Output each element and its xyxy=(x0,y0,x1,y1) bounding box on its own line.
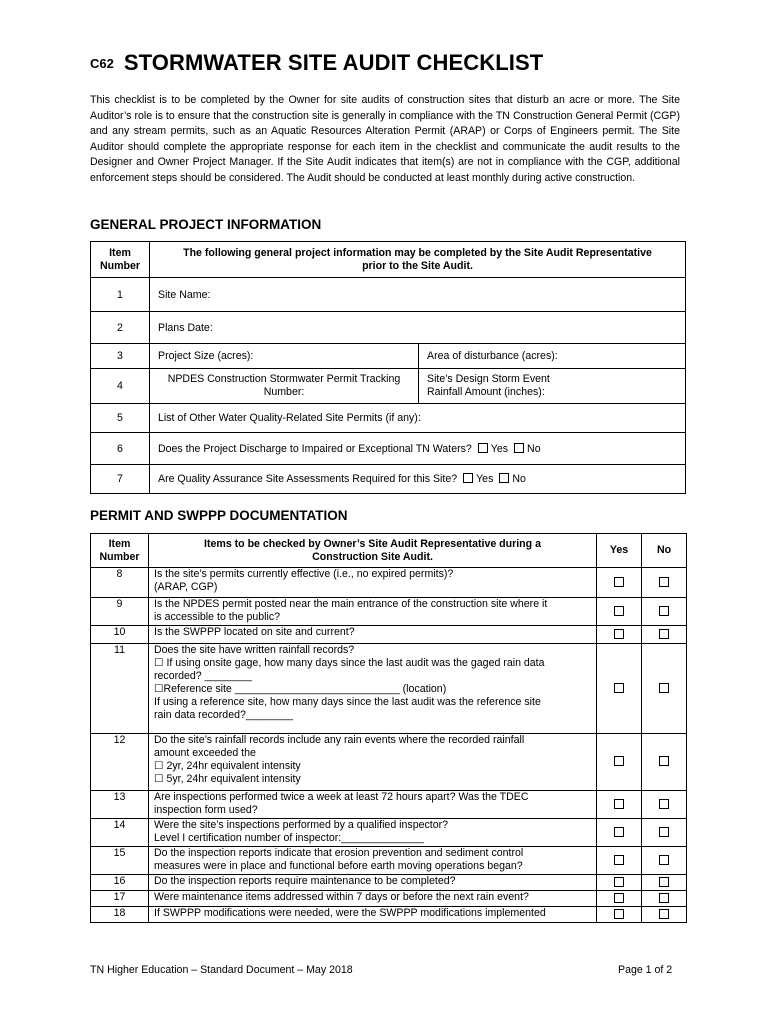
no-checkbox[interactable] xyxy=(659,683,669,693)
yes-cell xyxy=(597,626,642,644)
table-row xyxy=(91,875,687,891)
question-line: ☐Reference site ____________________________ (location) xyxy=(154,683,447,695)
question-line: measures were in place and functional before earth moving operations began? xyxy=(154,860,523,872)
question-line: is accessible to the public? xyxy=(154,611,281,623)
col-no-header: No xyxy=(642,534,687,568)
table-row xyxy=(91,819,687,847)
yes-cell xyxy=(597,734,642,791)
no-checkbox[interactable] xyxy=(659,606,669,616)
table-row xyxy=(91,278,686,312)
table-row xyxy=(91,847,687,875)
intro-paragraph: This checklist is to be completed by the Owner for site audits of construction sites that disturb an acre or more. The Site Auditor’s role is to ensure that the construction site is generally in compliance with the TN Construction General Permit (CGP) and any stream permits, such as an Aquatic Resources Alteration Permit (ARAP) or Corps of Engineers permit. The Site Auditor should complete the appropriate response for each item in the checklist and communicate the audit results to the Designer and Owner Project Manager. If the Site Audit indicates that item(s) are not in compliance with the CGP, additional enforcement steps should be considered. The Audit should be conducted at least monthly during active construction. xyxy=(90,94,680,184)
question-line: Is the NPDES permit posted near the main entrance of the construction site where it xyxy=(154,598,548,610)
no-checkbox[interactable] xyxy=(659,577,669,587)
yes-cell xyxy=(597,644,642,734)
yes-cell xyxy=(597,907,642,923)
yes-checkbox[interactable] xyxy=(614,629,624,639)
question-line: ☐ 5yr, 24hr equivalent intensity xyxy=(154,773,301,785)
question-line: Is the site’s permits currently effective (i.e., no expired permits)? xyxy=(154,568,454,580)
document-code: C62 xyxy=(90,56,114,71)
col-description-header: The following general project information may be completed by the Site Audit Representative prior to the Site Audit. xyxy=(150,242,686,278)
item-number: 4 xyxy=(91,369,150,404)
no-cell xyxy=(642,568,687,598)
question-line: Is the SWPPP located on site and current? xyxy=(154,626,355,638)
question-line: Do the inspection reports require maintenance to be completed? xyxy=(154,875,456,887)
plans-date-field[interactable]: Plans Date: xyxy=(150,312,686,344)
document-title xyxy=(90,50,543,76)
yes-cell xyxy=(597,891,642,907)
item-number: 8 xyxy=(91,568,149,598)
question-line: amount exceeded the xyxy=(154,747,256,759)
checklist-question xyxy=(149,568,597,598)
table-row xyxy=(91,312,686,344)
question-line: Do the inspection reports indicate that erosion prevention and sediment control xyxy=(154,847,524,859)
no-cell xyxy=(642,626,687,644)
question-line: Do the site’s rainfall records include any rain events where the recorded rainfall xyxy=(154,734,525,746)
yes-cell xyxy=(597,568,642,598)
yes-checkbox[interactable] xyxy=(614,606,624,616)
item-number: 11 xyxy=(91,644,149,734)
item-number: 13 xyxy=(91,791,149,819)
yes-checkbox[interactable] xyxy=(614,756,624,766)
item-number: 15 xyxy=(91,847,149,875)
col-item-number-header: Item Number xyxy=(91,242,150,278)
table-row xyxy=(91,644,687,734)
question-line: (ARAP, CGP) xyxy=(154,581,218,593)
general-info-table xyxy=(90,241,686,494)
project-size-field[interactable]: Project Size (acres): xyxy=(150,344,419,369)
no-checkbox[interactable] xyxy=(659,893,669,903)
no-checkbox[interactable] xyxy=(659,877,669,887)
checklist-question xyxy=(149,791,597,819)
question-line: If using a reference site, how many days since the last audit was the reference site xyxy=(154,696,541,708)
table-header-row xyxy=(91,534,687,568)
yes-checkbox[interactable] xyxy=(478,443,488,453)
design-storm-rainfall-field[interactable]: Site’s Design Storm Event Rainfall Amount (inches): xyxy=(419,369,686,404)
table-row xyxy=(91,568,687,598)
no-checkbox[interactable] xyxy=(659,799,669,809)
item-number: 12 xyxy=(91,734,149,791)
yes-cell xyxy=(597,791,642,819)
yes-checkbox[interactable] xyxy=(614,683,624,693)
checklist-question xyxy=(149,626,597,644)
checklist-question xyxy=(149,875,597,891)
yes-cell xyxy=(597,819,642,847)
table-row xyxy=(91,344,686,369)
yes-checkbox[interactable] xyxy=(614,877,624,887)
item-number: 1 xyxy=(91,278,150,312)
footer-document-info: TN Higher Education – Standard Document – May 2018 xyxy=(90,964,353,976)
table-row xyxy=(91,626,687,644)
other-permits-field[interactable]: List of Other Water Quality-Related Site Permits (if any): xyxy=(150,404,686,433)
item-number: 6 xyxy=(91,433,150,465)
question-line: rain data recorded?________ xyxy=(154,709,294,721)
item-number: 18 xyxy=(91,907,149,923)
no-checkbox[interactable] xyxy=(499,473,509,483)
table-row xyxy=(91,404,686,433)
no-cell xyxy=(642,875,687,891)
item-number: 10 xyxy=(91,626,149,644)
site-name-field[interactable]: Site Name: xyxy=(150,278,686,312)
table-row xyxy=(91,907,687,923)
no-checkbox[interactable] xyxy=(659,827,669,837)
checklist-question xyxy=(149,891,597,907)
no-cell xyxy=(642,734,687,791)
question-line: Were maintenance items addressed within 7 days or before the next rain event? xyxy=(154,891,529,903)
yes-checkbox[interactable] xyxy=(614,855,624,865)
footer-page-number: Page 1 of 2 xyxy=(618,964,673,976)
question-line: recorded? ________ xyxy=(154,670,252,682)
yes-checkbox[interactable] xyxy=(463,473,473,483)
general-info-heading: GENERAL PROJECT INFORMATION xyxy=(90,217,322,232)
permit-swppp-heading: PERMIT AND SWPPP DOCUMENTATION xyxy=(90,508,348,523)
no-checkbox[interactable] xyxy=(659,909,669,919)
no-checkbox[interactable] xyxy=(659,756,669,766)
yes-checkbox[interactable] xyxy=(614,577,624,587)
question-line: Are inspections performed twice a week at least 72 hours apart? Was the TDEC xyxy=(154,791,529,803)
yes-cell xyxy=(597,847,642,875)
no-cell xyxy=(642,819,687,847)
no-checkbox[interactable] xyxy=(659,855,669,865)
question-line: Does the site have written rainfall records? xyxy=(154,644,355,656)
area-of-disturbance-field[interactable]: Area of disturbance (acres): xyxy=(419,344,686,369)
no-cell xyxy=(642,791,687,819)
item-number: 3 xyxy=(91,344,150,369)
checklist-question xyxy=(149,598,597,626)
col-description-header: Items to be checked by Owner’s Site Audit Representative during a Construction Site Audit. xyxy=(149,534,597,568)
item-number: 5 xyxy=(91,404,150,433)
col-item-number-header: Item Number xyxy=(91,534,149,568)
yes-cell xyxy=(597,875,642,891)
table-row xyxy=(91,791,687,819)
table-header-row xyxy=(91,242,686,278)
checklist-question xyxy=(149,644,597,734)
question-line: ☐ If using onsite gage, how many days since the last audit was the gaged rain data xyxy=(154,657,545,669)
permit-swppp-table xyxy=(90,533,687,923)
no-cell xyxy=(642,907,687,923)
yes-checkbox[interactable] xyxy=(614,893,624,903)
no-cell xyxy=(642,644,687,734)
no-cell xyxy=(642,847,687,875)
table-row xyxy=(91,369,686,404)
item-number: 7 xyxy=(91,465,150,494)
no-checkbox[interactable] xyxy=(514,443,524,453)
question-line: If SWPPP modifications were needed, were the SWPPP modifications implemented xyxy=(154,907,546,919)
table-row xyxy=(91,598,687,626)
qa-assessment-question: Are Quality Assurance Site Assessments Required for this Site? Yes No xyxy=(150,465,686,494)
yes-checkbox[interactable] xyxy=(614,799,624,809)
item-number: 2 xyxy=(91,312,150,344)
yes-cell xyxy=(597,598,642,626)
table-row xyxy=(91,433,686,465)
checklist-question xyxy=(149,734,597,791)
table-row xyxy=(91,891,687,907)
question-line: ☐ 2yr, 24hr equivalent intensity xyxy=(154,760,301,772)
table-row xyxy=(91,734,687,791)
checklist-question xyxy=(149,847,597,875)
page-title: STORMWATER SITE AUDIT CHECKLIST xyxy=(123,50,544,75)
npdes-tracking-number-field[interactable]: NPDES Construction Stormwater Permit Tracking Number: xyxy=(150,369,419,404)
checklist-question xyxy=(149,819,597,847)
question-line: Were the site’s inspections performed by a qualified inspector? xyxy=(154,819,449,831)
item-number: 9 xyxy=(91,598,149,626)
question-line: inspection form used? xyxy=(154,804,258,816)
question-line: Level I certification number of inspector:______________ xyxy=(154,832,424,844)
yes-checkbox[interactable] xyxy=(614,909,624,919)
no-checkbox[interactable] xyxy=(659,629,669,639)
yes-checkbox[interactable] xyxy=(614,827,624,837)
item-number: 16 xyxy=(91,875,149,891)
item-number: 14 xyxy=(91,819,149,847)
impaired-waters-question: Does the Project Discharge to Impaired or Exceptional TN Waters? Yes No xyxy=(150,433,686,465)
table-row xyxy=(91,465,686,494)
item-number: 17 xyxy=(91,891,149,907)
no-cell xyxy=(642,598,687,626)
col-yes-header: Yes xyxy=(597,534,642,568)
checklist-question xyxy=(149,907,597,923)
no-cell xyxy=(642,891,687,907)
